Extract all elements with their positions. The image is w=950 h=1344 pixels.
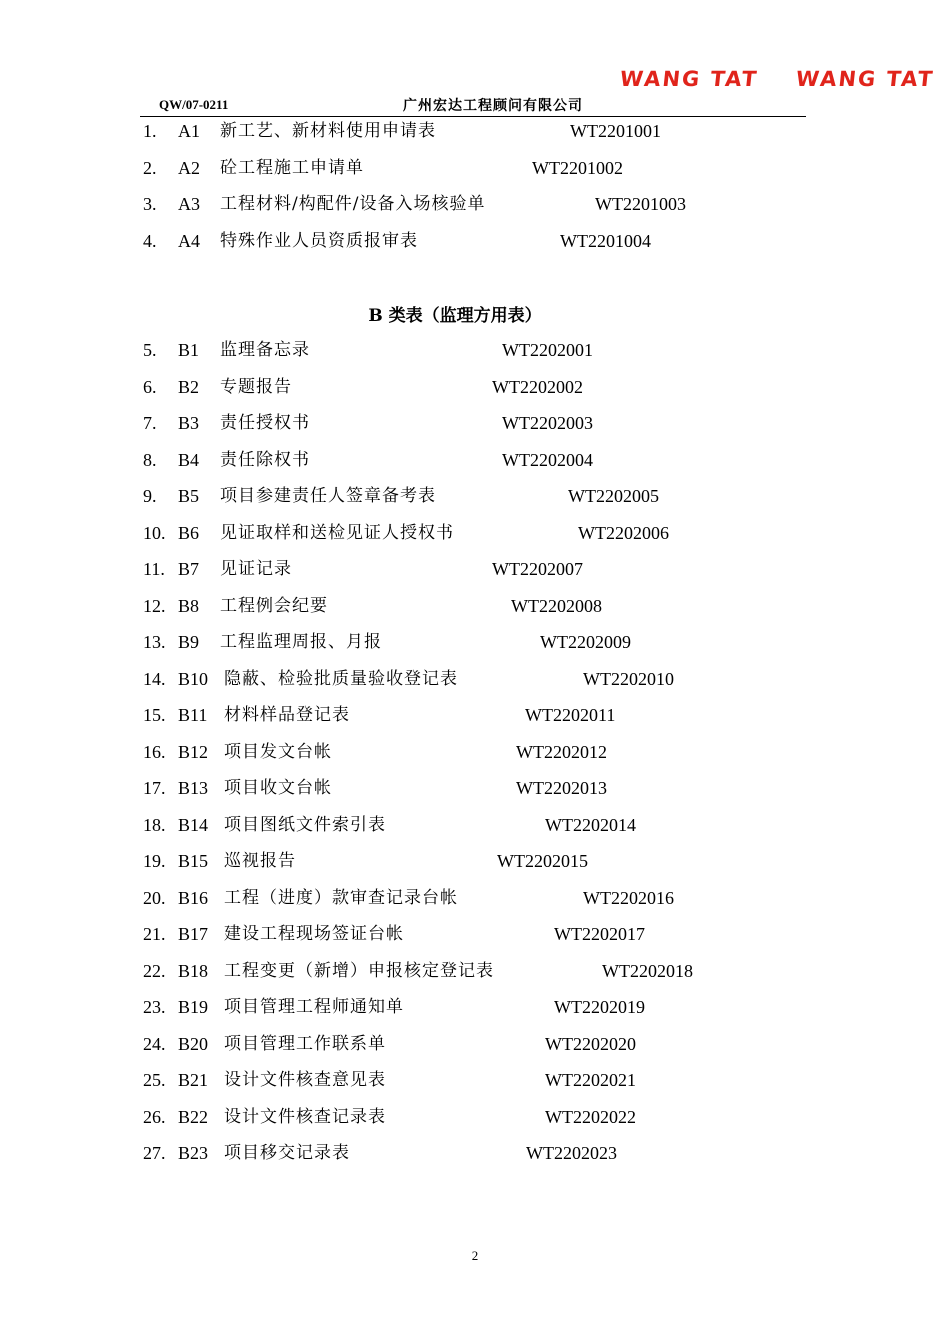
item-number: 17. bbox=[143, 778, 166, 798]
item-number: 14. bbox=[143, 668, 166, 689]
item-number: 4. bbox=[143, 230, 157, 251]
item-code: A2 bbox=[178, 157, 200, 178]
item-code: B15 bbox=[178, 851, 209, 871]
item-title: 专题报告 bbox=[220, 376, 292, 397]
item-form-number: WT2202001 bbox=[502, 340, 593, 360]
item-code: A1 bbox=[178, 121, 200, 141]
list-item bbox=[0, 740, 950, 764]
item-form-number: WT2202013 bbox=[516, 778, 607, 798]
item-title: 砼工程施工申请单 bbox=[220, 157, 364, 178]
item-code: B18 bbox=[178, 960, 209, 981]
list-item bbox=[0, 813, 950, 837]
item-number: 7. bbox=[143, 413, 157, 433]
item-number: 24. bbox=[143, 1033, 166, 1054]
item-title: 见证记录 bbox=[220, 559, 292, 579]
company-logo: WANG TAT bbox=[618, 67, 760, 91]
item-form-number: WT2202004 bbox=[502, 449, 593, 470]
list-item bbox=[0, 667, 950, 691]
item-code: B7 bbox=[178, 559, 200, 579]
item-form-number: WT2202005 bbox=[568, 486, 659, 506]
item-form-number: WT2202014 bbox=[545, 814, 636, 835]
item-code: A4 bbox=[178, 230, 200, 251]
list-item bbox=[0, 995, 950, 1019]
item-title: 项目移交记录表 bbox=[224, 1143, 350, 1163]
item-title: 监理备忘录 bbox=[220, 340, 310, 360]
list-item bbox=[0, 521, 950, 545]
item-title: 材料样品登记表 bbox=[224, 705, 350, 725]
item-form-number: WT2202003 bbox=[502, 413, 593, 433]
item-title: 责任授权书 bbox=[220, 413, 310, 433]
item-code: B10 bbox=[178, 668, 209, 689]
item-number: 16. bbox=[143, 741, 166, 762]
item-code: B20 bbox=[178, 1033, 209, 1054]
item-title: 工程监理周报、月报 bbox=[220, 632, 382, 652]
company-logo-repeat: WANG TAT bbox=[794, 67, 936, 91]
list-item bbox=[0, 411, 950, 435]
item-code: B12 bbox=[178, 741, 209, 762]
item-title: 设计文件核查意见表 bbox=[224, 1070, 386, 1090]
item-title: 项目管理工程师通知单 bbox=[224, 997, 404, 1017]
list-item bbox=[0, 448, 950, 472]
item-form-number: WT2202020 bbox=[545, 1033, 636, 1054]
list-item bbox=[0, 119, 950, 143]
header-divider bbox=[140, 116, 806, 117]
item-form-number: WT2202018 bbox=[602, 960, 693, 981]
item-title: 工程例会纪要 bbox=[220, 595, 328, 616]
item-code: B2 bbox=[178, 376, 200, 397]
list-item bbox=[0, 703, 950, 727]
item-code: B6 bbox=[178, 522, 200, 543]
item-number: 2. bbox=[143, 157, 157, 178]
item-form-number: WT2202006 bbox=[578, 522, 669, 543]
item-code: B4 bbox=[178, 449, 200, 470]
document-code: QW/07-0211 bbox=[159, 97, 229, 112]
item-form-number: WT2202023 bbox=[526, 1143, 617, 1163]
item-title: 建设工程现场签证台帐 bbox=[224, 924, 404, 944]
item-title: 设计文件核查记录表 bbox=[224, 1106, 386, 1127]
item-number: 21. bbox=[143, 924, 166, 944]
item-title: 工程（进度）款审查记录台帐 bbox=[224, 887, 458, 908]
item-form-number: WT2202015 bbox=[497, 851, 588, 871]
company-name: 广州宏达工程顾问有限公司 bbox=[403, 98, 583, 114]
page-number: 2 bbox=[471, 1248, 479, 1263]
item-code: B23 bbox=[178, 1143, 209, 1163]
item-number: 5. bbox=[143, 340, 157, 360]
item-form-number: WT2202022 bbox=[545, 1106, 636, 1127]
list-item bbox=[0, 849, 950, 873]
item-title: 巡视报告 bbox=[224, 851, 296, 871]
item-number: 19. bbox=[143, 851, 166, 871]
item-code: B22 bbox=[178, 1106, 209, 1127]
list-item bbox=[0, 156, 950, 180]
list-item bbox=[0, 922, 950, 946]
item-title: 责任除权书 bbox=[220, 449, 310, 470]
item-title: 项目收文台帐 bbox=[224, 778, 332, 798]
item-title: 特殊作业人员资质报审表 bbox=[220, 230, 418, 251]
item-form-number: WT2201004 bbox=[560, 230, 651, 251]
item-form-number: WT2202016 bbox=[583, 887, 674, 908]
item-form-number: WT2201003 bbox=[595, 194, 686, 214]
item-number: 13. bbox=[143, 632, 166, 652]
item-form-number: WT2201001 bbox=[570, 121, 661, 141]
item-code: B9 bbox=[178, 632, 200, 652]
item-form-number: WT2202019 bbox=[554, 997, 645, 1017]
item-number: 12. bbox=[143, 595, 166, 616]
item-number: 22. bbox=[143, 960, 166, 981]
item-form-number: WT2202011 bbox=[525, 705, 616, 725]
list-item bbox=[0, 338, 950, 362]
item-number: 25. bbox=[143, 1070, 166, 1090]
item-code: B17 bbox=[178, 924, 209, 944]
item-title: 项目发文台帐 bbox=[224, 741, 332, 762]
item-form-number: WT2202007 bbox=[492, 559, 583, 579]
list-item bbox=[0, 1068, 950, 1092]
item-title: 见证取样和送检见证人授权书 bbox=[220, 522, 454, 543]
item-title: 工程变更（新增）申报核定登记表 bbox=[224, 960, 494, 981]
list-item bbox=[0, 192, 950, 216]
item-code: A3 bbox=[178, 194, 200, 214]
list-item bbox=[0, 630, 950, 654]
item-code: B14 bbox=[178, 814, 209, 835]
item-number: 18. bbox=[143, 814, 166, 835]
item-title: 项目参建责任人签章备考表 bbox=[220, 486, 436, 506]
item-number: 15. bbox=[143, 705, 166, 725]
item-code: B3 bbox=[178, 413, 200, 433]
item-form-number: WT2202012 bbox=[516, 741, 607, 762]
list-item bbox=[0, 375, 950, 399]
item-title: 项目管理工作联系单 bbox=[224, 1033, 386, 1054]
item-number: 10. bbox=[143, 522, 166, 543]
item-code: B11 bbox=[178, 705, 208, 725]
item-title: 项目图纸文件索引表 bbox=[224, 814, 386, 835]
item-number: 23. bbox=[143, 997, 166, 1017]
item-form-number: WT2202008 bbox=[511, 595, 602, 616]
item-code: B19 bbox=[178, 997, 209, 1017]
item-form-number: WT2202017 bbox=[554, 924, 645, 944]
item-title: 隐蔽、检验批质量验收登记表 bbox=[224, 668, 458, 689]
item-code: B21 bbox=[178, 1070, 209, 1090]
list-item bbox=[0, 484, 950, 508]
list-item bbox=[0, 1032, 950, 1056]
list-item bbox=[0, 557, 950, 581]
list-item bbox=[0, 1105, 950, 1129]
item-title: 新工艺、新材料使用申请表 bbox=[220, 121, 436, 141]
item-number: 26. bbox=[143, 1106, 166, 1127]
item-code: B16 bbox=[178, 887, 209, 908]
list-item bbox=[0, 594, 950, 618]
item-form-number: WT2201002 bbox=[532, 157, 623, 178]
list-item bbox=[0, 776, 950, 800]
section-b-heading: B 类表（监理方用表） bbox=[368, 306, 542, 326]
item-form-number: WT2202010 bbox=[583, 668, 674, 689]
item-form-number: WT2202021 bbox=[545, 1070, 636, 1090]
item-title: 工程材料/构配件/设备入场核验单 bbox=[220, 194, 486, 214]
item-number: 3. bbox=[143, 194, 157, 214]
list-item bbox=[0, 1141, 950, 1165]
item-number: 6. bbox=[143, 376, 157, 397]
item-number: 1. bbox=[143, 121, 157, 141]
item-number: 8. bbox=[143, 449, 157, 470]
item-form-number: WT2202002 bbox=[492, 376, 583, 397]
item-code: B5 bbox=[178, 486, 200, 506]
item-number: 11. bbox=[143, 559, 165, 579]
item-code: B1 bbox=[178, 340, 200, 360]
item-code: B8 bbox=[178, 595, 200, 616]
item-number: 20. bbox=[143, 887, 166, 908]
list-item bbox=[0, 959, 950, 983]
item-number: 9. bbox=[143, 486, 157, 506]
item-code: B13 bbox=[178, 778, 209, 798]
item-number: 27. bbox=[143, 1143, 166, 1163]
item-form-number: WT2202009 bbox=[540, 632, 631, 652]
list-item bbox=[0, 229, 950, 253]
list-item bbox=[0, 886, 950, 910]
